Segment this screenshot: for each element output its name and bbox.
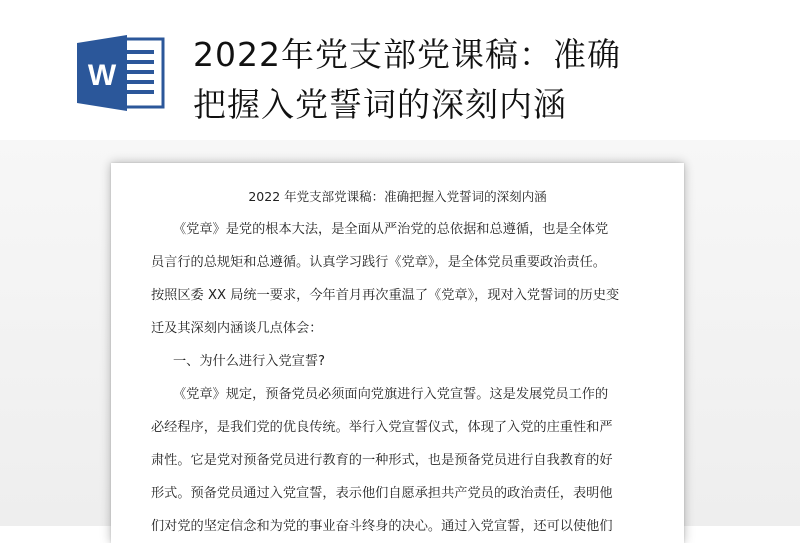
page-title xyxy=(193,30,713,130)
document-line: 按照区委 XX 局统一要求，今年首月再次重温了《党章》，现对入党誓词的历史变 xyxy=(151,288,620,303)
header-banner xyxy=(0,0,800,140)
document-line: 《党章》规定，预备党员必须面向党旗进行入党宣誓。这是发展党员工作的 xyxy=(173,387,609,402)
document-line: 必经程序，是我们党的优良传统。举行入党宣誓仪式，体现了入党的庄重性和严 xyxy=(151,420,613,435)
document-line: 肃性。它是党对预备党员进行教育的一种形式，也是预备党员进行自我教育的好 xyxy=(151,453,613,468)
document-title: 2022 年党支部党课稿：准确把握入党誓词的深刻内涵 xyxy=(248,189,547,204)
document-line: 迁及其深刻内涵谈几点体会： xyxy=(151,321,323,336)
document-line: 们对党的坚定信念和为党的事业奋斗终身的决心。通过入党宣誓，还可以使他们 xyxy=(151,519,613,534)
page-title-line-1: 2022年党支部党课稿：准确 xyxy=(193,35,621,74)
section-heading: 一、为什么进行入党宣誓? xyxy=(173,354,326,369)
document-line: 《党章》是党的根本大法，是全面从严治党的总依据和总遵循，也是全体党 xyxy=(173,222,609,237)
document-line: 员言行的总规矩和总遵循。认真学习践行《党章》，是全体党员重要政治责任。 xyxy=(151,255,606,270)
word-document-icon xyxy=(75,33,167,113)
document-page xyxy=(111,163,684,543)
page-title-line-2: 把握入党誓词的深刻内涵 xyxy=(193,85,567,124)
word-icon-letter: W xyxy=(87,59,117,92)
document-line: 形式。预备党员通过入党宣誓，表示他们自愿承担共产党员的政治责任，表明他 xyxy=(151,486,613,501)
